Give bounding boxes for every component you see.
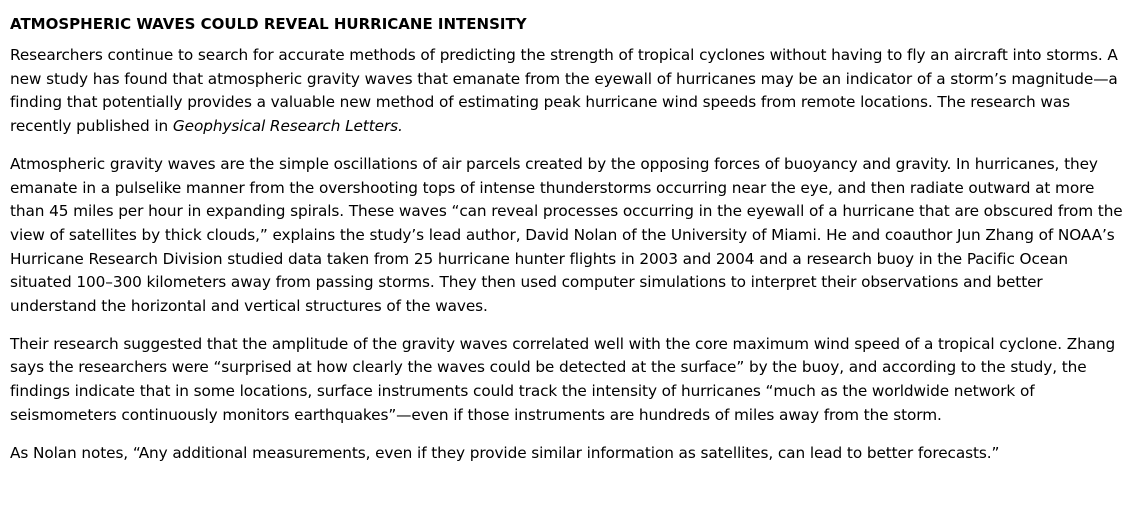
paragraph-2: Atmospheric gravity waves are the simple oscillations of air parcels created by the opposing forces of buoyancy and gravity. In hurricanes, they emanate in a pulselike manner from the overshooting tops of intense thunderstorms occurring near the eye, and then radiate outward at more than 45 miles per hour in expanding spirals. These waves “can reveal processes occurring in the eyewall of a hurricane that are obscured from the view of satellites by thick clouds,” explains the study’s lead author, David Nolan of the University of Miami. He and coauthor Jun Zhang of NOAA’s Hurricane Research Division studied data taken from 25 hurricane hunter flights in 2003 and 2004 and a research buoy in the Pacific Ocean situated 100–300 kilometers away from passing storms. They then used computer simulations to interpret their observations and better understand the horizontal and vertical structures of the waves. [10, 154, 1123, 316]
journal-name: Geophysical Research Letters. [172, 117, 403, 136]
paragraph-4: As Nolan notes, “Any additional measurements, even if they provide similar information as satellites, can lead to better forecasts.” [10, 443, 1000, 462]
paragraph-1-text: Researchers continue to search for accurate methods of predicting the strength of tropical cyclones without having to fly an aircraft into storms. A new study has found that atmospheric gravity waves that emanate from the eyewall of hurricanes may be an indicator of a storm’s magnitude—a finding that potentially provides a valuable new method of estimating peak hurricane wind speeds from remote locations. The research was recently published in [10, 46, 1118, 136]
paragraph-1 [10, 44, 1130, 139]
article-title: ATMOSPHERIC WAVES COULD REVEAL HURRICANE INTENSITY [10, 15, 527, 33]
paragraph-3: Their research suggested that the amplitude of the gravity waves correlated well with the core maximum wind speed of a tropical cyclone. Zhang says the researchers were “surprised at how clearly the waves could be detected at the surface” by the buoy, and according to the study, the findings indicate that in some locations, surface instruments could track the intensity of hurricanes “much as the worldwide network of seismometers continuously monitors earthquakes”—even if those instruments are hundreds of miles away from the storm. [10, 334, 1116, 424]
